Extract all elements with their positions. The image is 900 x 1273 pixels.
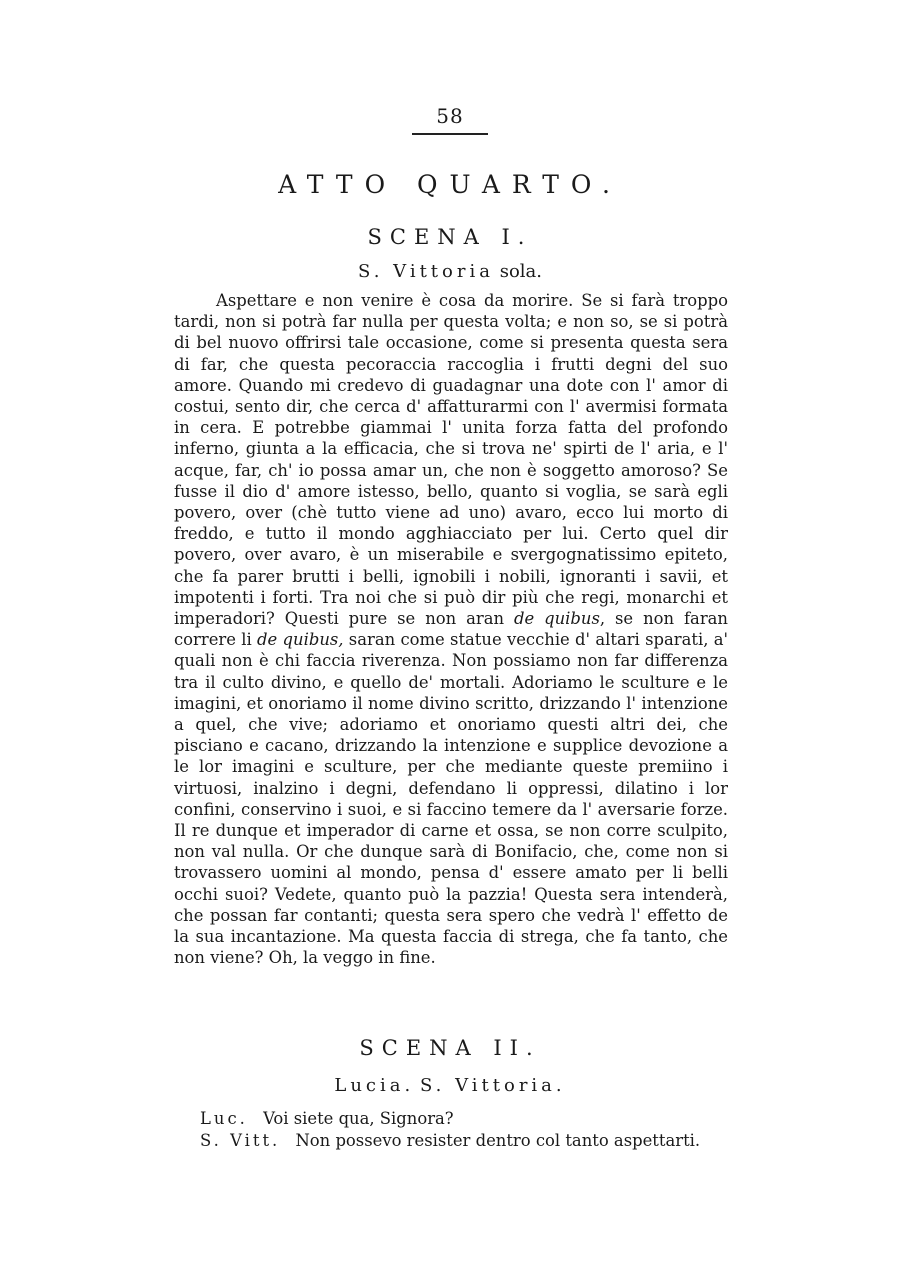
page-number-rule bbox=[412, 133, 488, 135]
speaker-name: S. Vitt. bbox=[200, 1131, 281, 1150]
dialogue-line bbox=[200, 1108, 730, 1130]
page-number: 58 bbox=[436, 104, 464, 128]
dialogue bbox=[200, 1108, 730, 1152]
scene-1-title: SCENA I. bbox=[367, 225, 533, 249]
scene-1-cast bbox=[0, 261, 900, 282]
monologue-text-1: Aspettare e non venire è cosa da morire. Se si farà troppo tardi, non si potrà far nulla per questa volta; e non so, se si potrà di bel nuovo offrirsi tale occasione, come si presenta questa sera di far, che questa pecoraccia raccoglia i frutti degni del suo amore. Quando mi credevo di guadagnar una dote con l' amor di costui, sento dir, che cerca d' affatturarmi con l' avermisi formata in cera. E potrebbe giammai l' unita forza fatta del profondo inferno, giunta a la efficacia, che si trova ne' spirti de l' aria, e l' acque, far, ch' io possa amar un, che non è soggetto amoroso? Se fusse il dio d' amore istesso, bello, quanto si voglia, se sarà egli povero, over (chè tutto viene ad uno) avaro, ecco lui morto di freddo, e tutto il mondo agghiacciato per lui. Certo quel dir povero, over avaro, è un miserabile e svergognatissimo epiteto, che fa parer brutti i belli, ignobili i nobili, ignoranti i savii, et impotenti i forti. Tra noi che si può dir più che regi, monarchi et imperadori? Questi pure se non aran bbox=[174, 291, 728, 629]
speaker-name: Luc. bbox=[200, 1109, 248, 1128]
dialogue-line bbox=[200, 1130, 730, 1152]
scene-2-title: SCENA II. bbox=[359, 1036, 541, 1060]
scene-2-cast bbox=[0, 1075, 900, 1096]
cast-name-vittoria: S. Vittoria. bbox=[419, 1075, 566, 1096]
monologue-text-3: saran come statue vecchie d' altari sparati, a' quali non è chi faccia riverenza. Non possiamo non far differenza tra il culto divino, e quello de' mortali. Adoriamo le sculture e le imagini, et onoriamo il nome divino scritto, drizzando l' intenzione a quel, che vive; adoriamo et onoriamo questi altri dei, che pisciano e cacano, drizzando la intenzione e supplice devozione a le lor imagini e sculture, per che mediante queste premiino i virtuosi, inalzino i degni, defendano li oppressi, dilatino i lor confini, conservino i suoi, e si faccino temere da l' aversarie forze. Il re dunque et imperador di carne et ossa, se non corre sculpito, non val nulla. Or che dunque sarà di Bonifacio, che, come non si trovassero uomini al mondo, pensa d' essere amato per li belli occhi suoi? Vedete, quanto può la pazzia! Questa sera intenderà, che possan far contanti; questa sera spero che vedrà l' effetto de la sua incantazione. Ma questa faccia di strega, che fa tanto, che non viene? Oh, la veggo in fine. bbox=[174, 630, 729, 968]
monologue-text-2: , se non faran correre li bbox=[174, 609, 728, 650]
cast-name-vittoria: S. Vittoria bbox=[358, 261, 494, 282]
line-text: Non possevo resister dentro col tanto aspettarti. bbox=[295, 1131, 701, 1150]
cast-name-lucia: Lucia. bbox=[334, 1075, 415, 1096]
monologue-italic-2: de quibus, bbox=[257, 630, 344, 650]
act-title: ATTO QUARTO. bbox=[278, 170, 622, 199]
line-text: Voi siete qua, Signora? bbox=[263, 1109, 454, 1128]
monologue-italic-1: de quibus bbox=[513, 609, 600, 629]
monologue-paragraph bbox=[174, 290, 728, 969]
cast-note: sola. bbox=[499, 261, 542, 282]
